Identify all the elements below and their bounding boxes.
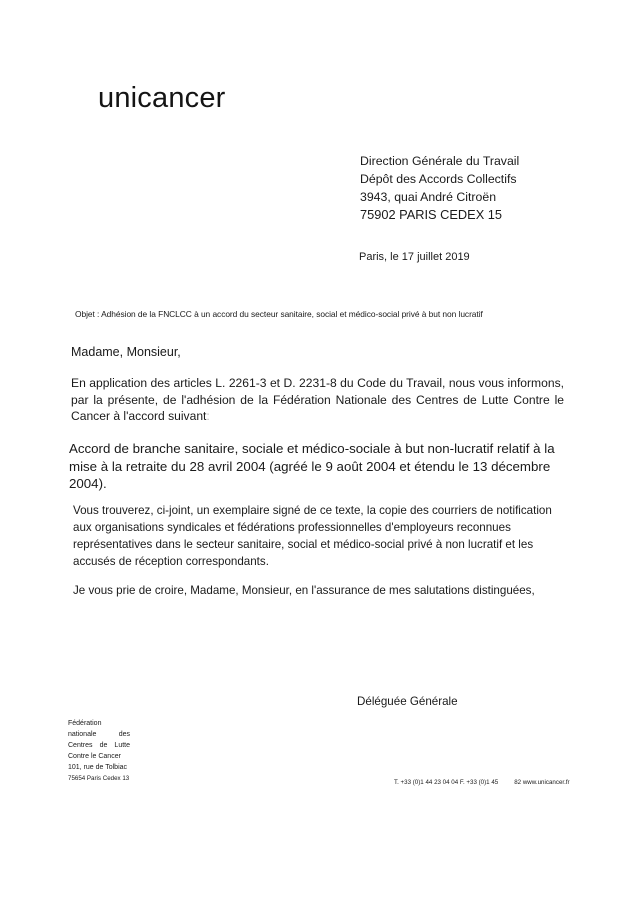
recipient-line-1: Direction Générale du Travail [360, 154, 520, 168]
footer-phones: T. +33 (0)1 44 23 04 04 F. +33 (0)1 45 [394, 779, 499, 786]
footer-address [68, 718, 130, 784]
paragraph-intro-text: En application des articles L. 2261-3 et D. 2231-8 du Code du Travail, nous vous informons, par la présente, de l'adhésion de la Fédération Nationale des Centres de Lutte Contre le Cancer à l'accord suivant [71, 376, 564, 423]
letter-date: Paris, le 17 juillet 2019 [359, 251, 470, 263]
paragraph-intro-colon: : [206, 409, 210, 423]
footer-line-2: nationale des [68, 731, 130, 738]
footer-line-4: Contre le Cancer [68, 753, 121, 760]
recipient-line-2: Dépôt des Accords Collectifs [360, 172, 517, 186]
recipient-line-4: 75902 PARIS CEDEX 15 [360, 207, 503, 222]
footer-line-6: 75654 Paris Cedex 13 [68, 775, 130, 782]
letter-object: Objet : Adhésion de la FNCLCC à un accord du secteur sanitaire, social et médico-social privé à but non lucratif [75, 309, 483, 319]
signer-title: Déléguée Générale [357, 695, 458, 708]
paragraph-intro [71, 375, 564, 425]
footer-line-3: Centres de Lutte [68, 742, 130, 749]
footer-contact [394, 779, 570, 786]
accord-title: Accord de branche sanitaire, sociale et médico-sociale à but non-lucratif relatif à la mise à la retraite du 28 avril 2004 (agréé le 9 août 2004 et étendu le 13 décembre 2004). [69, 441, 555, 491]
footer-website: 82 www.unicancer.fr [514, 779, 570, 786]
footer-line-5: 101, rue de Tolbiac [68, 764, 128, 771]
recipient-address [360, 152, 519, 224]
paragraph-attachments: Vous trouverez, ci-joint, un exemplaire signé de ce texte, la copie des courriers de notification aux organisations syndicales et fédérations professionnelles d'employeurs reconnues représentatives dans le secteur sanitaire, social et médico-social privé à non lucratif et les accusés de réception correspondants. [73, 504, 552, 568]
logo-unicancer: unicancer [98, 82, 226, 114]
recipient-line-3: 3943, quai André Citroën [360, 190, 497, 204]
footer-line-1: Fédération [68, 720, 102, 727]
closing-formula: Je vous prie de croire, Madame, Monsieur, en l'assurance de mes salutations distinguées, [73, 584, 535, 597]
salutation: Madame, Monsieur, [71, 345, 181, 359]
